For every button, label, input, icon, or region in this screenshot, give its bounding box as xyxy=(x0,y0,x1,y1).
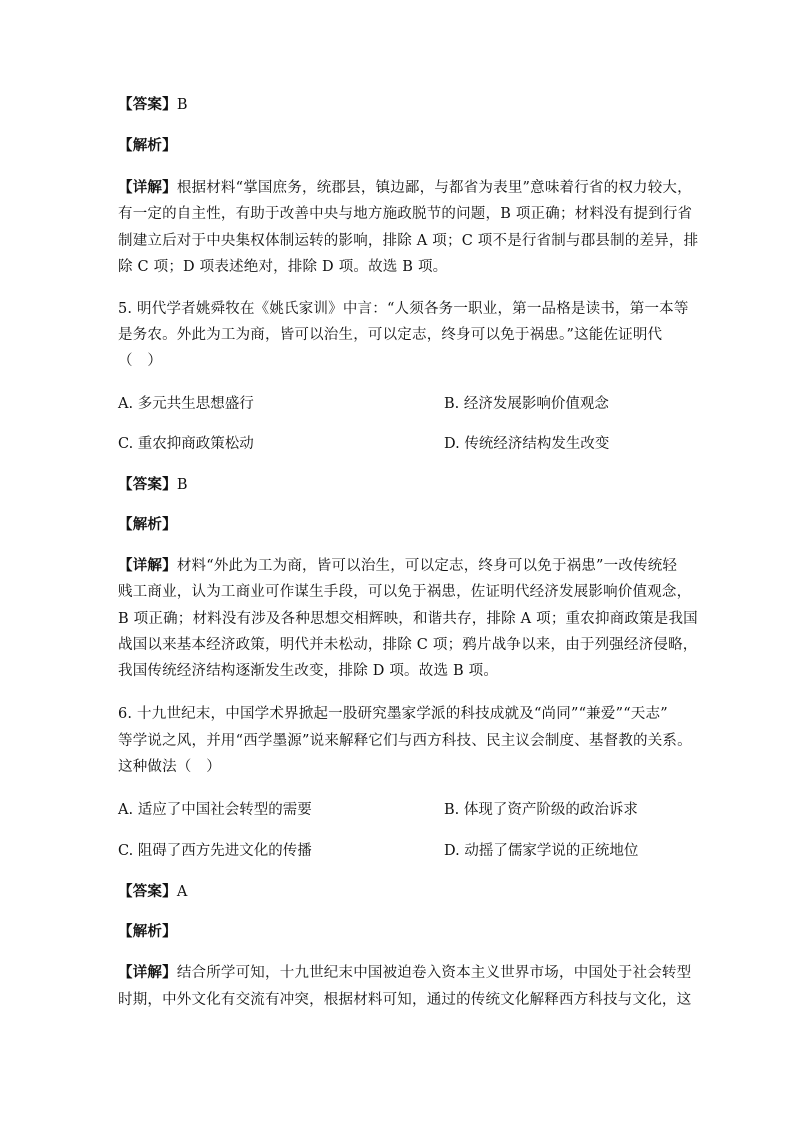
q5-analysis-label: 【解析】 xyxy=(118,516,177,533)
q6-option-a: A. 适应了中国社会转型的需要 xyxy=(118,802,312,818)
q6-option-c: C. 阻碍了西方先进文化的传播 xyxy=(118,843,312,859)
q6-option-b: B. 体现了资产阶级的政治诉求 xyxy=(444,802,638,818)
q4-detail-line-2: 有一定的自主性，有助于改善中央与地方施政脱节的问题，B 项正确；材料没有提到行省 xyxy=(118,206,693,222)
q4-analysis-label: 【解析】 xyxy=(118,137,177,154)
q5-detail-line-3: B 项正确；材料没有涉及各种思想交相辉映，和谐共存，排除 A 项；重农抑商政策是我国 xyxy=(118,611,698,627)
answer-value: B xyxy=(176,477,188,493)
q5-option-b: B. 经济发展影响价值观念 xyxy=(444,396,609,412)
q5-detail-line-2: 贱工商业，认为工商业可作谋生手段，可以免于祸患，佐证明代经济发展影响价值观念， xyxy=(118,584,692,600)
q5-option-d: D. 传统经济结构发生改变 xyxy=(444,436,610,452)
q4-detail-line-1 xyxy=(118,178,692,198)
q6-detail-line-2: 时期，中外文化有交流有冲突，根据材料可知，通过的传统文化解释西方科技与文化，这 xyxy=(118,992,692,1008)
detail-text: 根据材料“掌国庶务，统郡县，镇边鄙，与都省为表里”意味着行省的权力较大， xyxy=(176,180,692,196)
q4-answer xyxy=(118,95,188,115)
q4-detail-line-3: 制建立后对于中央集权体制运转的影响，排除 A 项；C 项不是行省制与郡县制的差异，排 xyxy=(118,233,699,249)
answer-label: 【答案】 xyxy=(118,883,177,900)
q6-stem-line-3: 这种做法（ ） xyxy=(118,759,221,775)
q5-option-a: A. 多元共生思想盛行 xyxy=(118,396,254,412)
q5-detail-line-1 xyxy=(118,556,677,576)
q6-stem-line-2: 等学说之风，并用“西学墨源”说来解释它们与西方科技、民主议会制度、基督教的关系。 xyxy=(118,733,692,749)
detail-text: 材料“外此为工为商，皆可以治生，可以定志，终身可以免于祸患”一改传统轻 xyxy=(176,558,678,574)
q5-stem-line-2: 是务农。外此为工为商，皆可以治生，可以定志，终身可以免于祸患。”这能佐证明代 xyxy=(118,327,663,343)
q6-analysis-label: 【解析】 xyxy=(118,923,177,940)
q5-detail-line-4: 战国以来基本经济政策，明代并未松动，排除 C 项；鸦片战争以来，由于列强经济侵略， xyxy=(118,637,698,653)
answer-value: A xyxy=(176,884,188,900)
answer-value: B xyxy=(176,97,188,113)
q4-detail-line-4: 除 C 项；D 项表述绝对，排除 D 项。故选 B 项。 xyxy=(118,259,448,275)
answer-label: 【答案】 xyxy=(118,96,177,113)
q5-stem-line-3: （ ） xyxy=(118,353,163,369)
answer-label: 【答案】 xyxy=(118,476,177,493)
detail-text: 结合所学可知，十九世纪末中国被迫卷入资本主义世界市场，中国处于社会转型 xyxy=(176,965,692,981)
q6-answer xyxy=(118,882,187,902)
q5-stem-line-1: 5. 明代学者姚舜牧在《姚氏家训》中言：“人须各务一职业，第一品格是读书，第一本等 xyxy=(118,301,689,317)
detail-label: 【详解】 xyxy=(118,557,177,574)
detail-label: 【详解】 xyxy=(118,964,177,981)
q6-detail-line-1 xyxy=(118,963,691,983)
q6-stem-line-1: 6. 十九世纪末，中国学术界掀起一股研究墨家学派的科技成就及“尚同”“兼爱”“天志” xyxy=(118,706,668,722)
q5-option-c: C. 重农抑商政策松动 xyxy=(118,436,254,452)
detail-label: 【详解】 xyxy=(118,179,177,196)
q5-detail-line-5: 我国传统经济结构逐渐发生改变，排除 D 项。故选 B 项。 xyxy=(118,663,499,679)
q5-answer xyxy=(118,475,188,495)
q6-option-d: D. 动摇了儒家学说的正统地位 xyxy=(444,843,639,859)
